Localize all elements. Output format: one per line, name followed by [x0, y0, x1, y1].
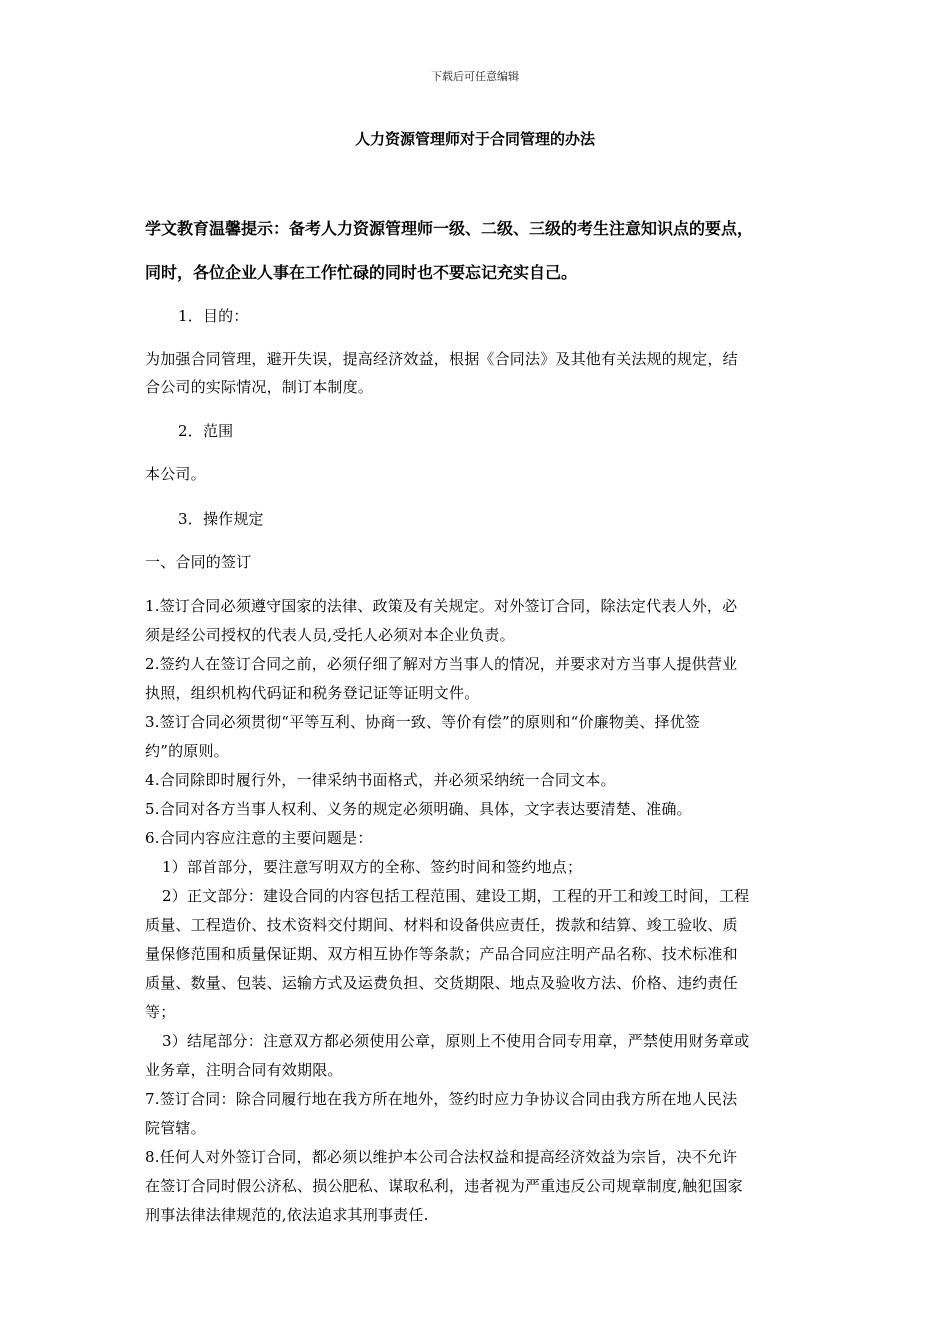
- section-2-line: 本公司。: [145, 465, 206, 483]
- section-1-heading: 1．目的：: [178, 307, 249, 325]
- body-line: 量保修范围和质量保证期、双方相互协作等条款；产品合同应注明产品名称、技术标准和: [145, 945, 738, 963]
- section-3-heading: 3．操作规定: [178, 510, 264, 528]
- tip-line-2: 同时，各位企业人事在工作忙碌的同时也不要忘记充实自己。: [145, 263, 578, 282]
- body-line: 质量、数量、包装、运输方式及运费负担、交货期限、地点及验收方法、价格、违约责任: [145, 974, 738, 992]
- body-line: 5.合同对各方当事人权利、义务的规定必须明确、具体，文字表达要清楚、准确。: [145, 800, 692, 818]
- body-line: 4.合同除即时履行外，一律采纳书面格式，并必须采纳统一合同文本。: [145, 771, 616, 789]
- subsection-1-heading: 一、合同的签订: [145, 553, 252, 571]
- body-line: 3）结尾部分：注意双方都必须使用公章，原则上不使用合同专用章，严禁使用财务章或: [162, 1032, 750, 1050]
- body-line: 等；: [145, 1003, 176, 1021]
- document-title: 人力资源管理师对于合同管理的办法: [354, 130, 595, 148]
- body-line: 1）部首部分，要注意写明双方的全称、签约时间和签约地点；: [162, 858, 583, 876]
- page-header: 下载后可任意编辑: [431, 70, 519, 83]
- body-line: 执照，组织机构代码证和税务登记证等证明文件。: [145, 684, 480, 702]
- body-line: 8.任何人对外签订合同，都必须以维护本公司合法权益和提高经济效益为宗旨，决不允许: [145, 1148, 738, 1166]
- section-2-heading: 2．范围: [178, 422, 234, 440]
- body-line: 约”的原则。: [145, 742, 229, 760]
- body-line: 质量、工程造价、技术资料交付期间、材料和设备供应责任，拨款和结算、竣工验收、质: [145, 916, 738, 934]
- section-1-line-2: 合公司的实际情况，制订本制度。: [145, 378, 374, 396]
- body-line: 刑事法律法律规范的,依法追求其刑事责任.: [145, 1206, 429, 1224]
- tip-line-1: 学文教育温馨提示：备考人力资源管理师一级、二级、三级的考生注意知识点的要点，: [145, 219, 754, 238]
- body-line: 在签订合同时假公济私、损公肥私、谋取私利，违者视为严重违反公司规章制度,触犯国家: [145, 1177, 743, 1195]
- section-1-line-1: 为加强合同管理，避开失误，提高经济效益，根据《合同法》及其他有关法规的规定，结: [145, 350, 738, 368]
- body-line: 6.合同内容应注意的主要问题是：: [145, 829, 373, 847]
- body-line: 业务章，注明合同有效期限。: [145, 1061, 343, 1079]
- body-line: 2）正文部分：建设合同的内容包括工程范围、建设工期，工程的开工和竣工时间，工程: [162, 887, 750, 905]
- body-line: 1.签订合同必须遵守国家的法律、政策及有关规定。对外签订合同，除法定代表人外，必: [145, 597, 738, 615]
- body-line: 须是经公司授权的代表人员,受托人必须对本企业负责。: [145, 626, 515, 644]
- body-line: 3.签订合同必须贯彻“平等互利、协商一致、等价有偿”的原则和“价廉物美、择优签: [145, 713, 701, 731]
- body-line: 7.签订合同：除合同履行地在我方所在地外，签约时应力争协议合同由我方所在地人民法: [145, 1090, 738, 1108]
- body-line: 2.签约人在签订合同之前，必须仔细了解对方当事人的情况，并要求对方当事人提供营业: [145, 655, 738, 673]
- body-line: 院管辖。: [145, 1119, 206, 1137]
